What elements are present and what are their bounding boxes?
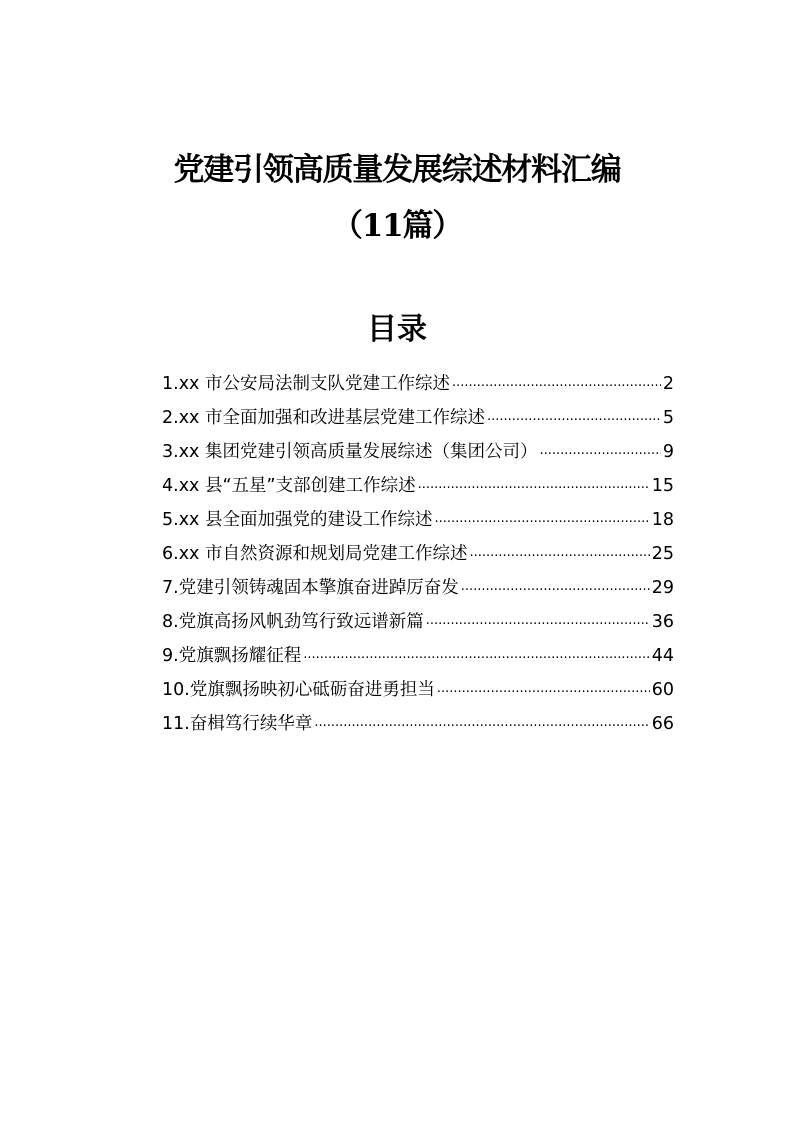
toc-entry-title: 4.xx 县“五星”支部创建工作综述: [162, 476, 416, 496]
toc-entry-title: 6.xx 市自然资源和规划局党建工作综述: [162, 544, 468, 564]
toc-page-number: 29: [651, 578, 674, 598]
toc-page-number: 5: [662, 408, 674, 428]
toc-entry[interactable]: [162, 437, 674, 471]
toc-entry[interactable]: [162, 607, 674, 641]
toc-entry-title: 5.xx 县全面加强党的建设工作综述: [162, 510, 433, 530]
toc-dot-leader: [426, 610, 650, 628]
toc-entry-title: 10.党旗飘扬映初心砥砺奋进勇担当: [162, 680, 435, 700]
table-of-contents: [162, 369, 674, 743]
toc-entry[interactable]: [162, 505, 674, 539]
toc-entry-title: 7.党建引领铸魂固本擎旗奋进踔厉奋发: [162, 578, 459, 598]
toc-page-number: 66: [651, 714, 674, 734]
toc-entry[interactable]: [162, 403, 674, 437]
toc-entry-title: 1.xx 市公安局法制支队党建工作综述: [162, 374, 450, 394]
toc-entry[interactable]: [162, 709, 674, 743]
toc-dot-leader: [437, 678, 650, 696]
toc-page-number: 36: [651, 612, 674, 632]
toc-entry-title: 11.奋楫笃行续华章: [162, 714, 313, 734]
toc-dot-leader: [303, 644, 650, 662]
toc-dot-leader: [452, 372, 661, 390]
toc-entry[interactable]: [162, 471, 674, 505]
toc-entry[interactable]: [162, 675, 674, 709]
toc-dot-leader: [314, 712, 649, 730]
toc-dot-leader: [461, 576, 650, 594]
toc-dot-leader: [469, 542, 649, 560]
toc-entry-title: 3.xx 集团党建引领高质量发展综述（集团公司）: [162, 442, 538, 462]
toc-page-number: 44: [651, 646, 674, 666]
toc-entry[interactable]: [162, 573, 674, 607]
toc-dot-leader: [487, 406, 661, 424]
toc-entry-title: 2.xx 市全面加强和改进基层党建工作综述: [162, 408, 485, 428]
toc-page-number: 9: [662, 442, 674, 462]
toc-entry[interactable]: [162, 369, 674, 403]
toc-dot-leader: [418, 474, 650, 492]
toc-entry-title: 8.党旗高扬风帆劲笃行致远谱新篇: [162, 612, 424, 632]
toc-page-number: 60: [651, 680, 674, 700]
toc-dot-leader: [539, 440, 660, 458]
toc-dot-leader: [434, 508, 649, 526]
toc-heading: 目录: [367, 312, 427, 347]
document-title: 党建引领高质量发展综述材料汇编（11篇）: [173, 152, 621, 244]
toc-page-number: 15: [651, 476, 674, 496]
toc-entry[interactable]: [162, 539, 674, 573]
toc-page-number: 25: [651, 544, 674, 564]
toc-page-number: 18: [651, 510, 674, 530]
toc-page-number: 2: [662, 374, 674, 394]
toc-entry-title: 9.党旗飘扬耀征程: [162, 646, 302, 666]
toc-entry[interactable]: [162, 641, 674, 675]
